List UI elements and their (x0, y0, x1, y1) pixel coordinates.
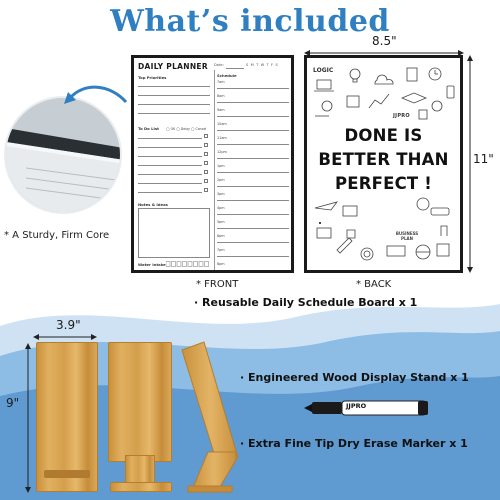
core-caption: * A Sturdy, Firm Core (4, 230, 110, 241)
bulb-doodle-2 (432, 101, 442, 111)
schedule-line (217, 200, 289, 201)
time-8pm: 8pm (217, 262, 225, 266)
todo-checkbox (204, 179, 208, 183)
schedule-line (217, 256, 289, 257)
time-6pm: 6pm (217, 234, 225, 238)
stand-back-view (108, 342, 172, 462)
schedule-line (217, 158, 289, 159)
todo-line (138, 183, 202, 184)
marker-brand: JJPRO (346, 402, 367, 410)
schedule-line (217, 102, 289, 103)
doodle-business: BUSINESS PLAN (395, 231, 419, 241)
time-8am: 8am (217, 94, 225, 98)
stand-width-arrow (33, 333, 97, 341)
todo-checkbox (204, 143, 208, 147)
time-4pm: 4pm (217, 206, 225, 210)
schedule-line (217, 144, 289, 145)
schedule-line (217, 186, 289, 187)
time-7pm: 7pm (217, 248, 225, 252)
target-doodle (361, 248, 373, 260)
book-doodle (343, 206, 357, 216)
priority-line (138, 113, 210, 114)
schedule-line (217, 242, 289, 243)
stand-width-label: 3.9" (56, 318, 81, 332)
schedule-line (217, 228, 289, 229)
marker-caption: · Extra Fine Tip Dry Erase Marker x 1 (240, 437, 468, 450)
schedule-line (217, 214, 289, 215)
clipboard-doodle (407, 68, 417, 81)
todo-checkbox (204, 152, 208, 156)
back-label: * BACK (356, 279, 392, 290)
schedule-line (217, 172, 289, 173)
board-height-arrow (466, 55, 474, 273)
back-logo: JJPRO (393, 113, 410, 119)
planner-days: S M T W T F S (246, 63, 279, 67)
time-2pm: 2pm (217, 178, 225, 182)
todo-checkbox (204, 170, 208, 174)
priority-line (138, 104, 210, 105)
time-12pm: 12pm (217, 150, 227, 154)
planner-title: DAILY PLANNER (138, 62, 208, 71)
plane-doodle (315, 202, 337, 210)
notes-box (138, 208, 210, 258)
notes-label: Notes & Ideas (138, 202, 168, 207)
todo-line (138, 174, 202, 175)
todo-line (138, 192, 202, 193)
dry-erase-marker (304, 398, 430, 418)
time-9am: 9am (217, 108, 225, 112)
doodle-logic: LOGIC (313, 67, 334, 74)
stand-back-base (110, 482, 172, 492)
core-zoom-circle (4, 96, 122, 214)
stand-caption: · Engineered Wood Display Stand x 1 (240, 371, 469, 384)
todo-checkbox (204, 134, 208, 138)
stand-front-slot (44, 470, 90, 478)
planner-divider (214, 70, 215, 270)
time-1pm: 1pm (217, 164, 225, 168)
page-title: What’s included (110, 4, 390, 39)
todo-legend: ◯ OK ◯ Delay ◯ Cancel (166, 126, 207, 131)
pen-doodle (337, 238, 352, 253)
board-height-label: 11" (473, 152, 494, 166)
water-label: Water Intake (138, 262, 166, 267)
phone-doodle (447, 86, 454, 98)
board-width-label: 8.5" (372, 34, 397, 48)
time-5pm: 5pm (217, 220, 225, 224)
priority-line (138, 86, 210, 87)
gear-doodle (322, 101, 332, 111)
alarm-doodle (417, 198, 429, 210)
todo-checkbox (204, 161, 208, 165)
board-caption: · Reusable Daily Schedule Board x 1 (194, 296, 418, 309)
date-line (226, 68, 244, 69)
board-back (304, 55, 463, 273)
schedule-line (217, 116, 289, 117)
truck-doodle (387, 246, 405, 256)
curved-arrow-icon (60, 80, 130, 110)
top-priorities-label: Top Priorities (138, 75, 167, 80)
todo-line (138, 138, 202, 139)
car-doodle (431, 208, 449, 215)
lightbulb-doodle (350, 69, 360, 79)
quote-line-1: DONE IS (344, 126, 423, 145)
time-7am: 7am (217, 80, 225, 84)
stand-height-arrow (24, 343, 32, 493)
planner-date-label: Date: (214, 63, 224, 67)
back-quote (307, 124, 460, 196)
bar-chart-doodle (441, 226, 447, 236)
todo-line (138, 147, 202, 148)
todo-line (138, 156, 202, 157)
water-cups (166, 261, 212, 267)
box-doodle (437, 244, 449, 256)
todo-line (138, 165, 202, 166)
stand-side-view (178, 340, 240, 495)
board-front (131, 55, 294, 273)
briefcase-doodle (317, 228, 331, 238)
grad-cap-doodle (402, 93, 426, 103)
mug-doodle (419, 110, 427, 119)
time-11am: 11am (217, 136, 227, 140)
schedule-line (217, 130, 289, 131)
schedule-label: Schedule (217, 73, 237, 78)
quote-line-3: PERFECT ! (334, 174, 433, 193)
stand-height-label: 9" (6, 396, 20, 410)
chart-doodle (369, 94, 389, 108)
priority-line (138, 95, 210, 96)
todo-checkbox (204, 188, 208, 192)
quote-line-2: BETTER THAN (318, 150, 449, 169)
calendar-doodle (347, 96, 359, 107)
thumbs-up-doodle (347, 230, 355, 238)
todo-label: To Do List (138, 126, 159, 131)
time-3pm: 3pm (217, 192, 225, 196)
laptop-doodle (317, 80, 331, 89)
board-edge-closeup (6, 98, 122, 214)
schedule-line (217, 88, 289, 89)
time-10am: 10am (217, 122, 227, 126)
cloud-doodle (375, 75, 393, 84)
front-label: * FRONT (196, 279, 239, 290)
